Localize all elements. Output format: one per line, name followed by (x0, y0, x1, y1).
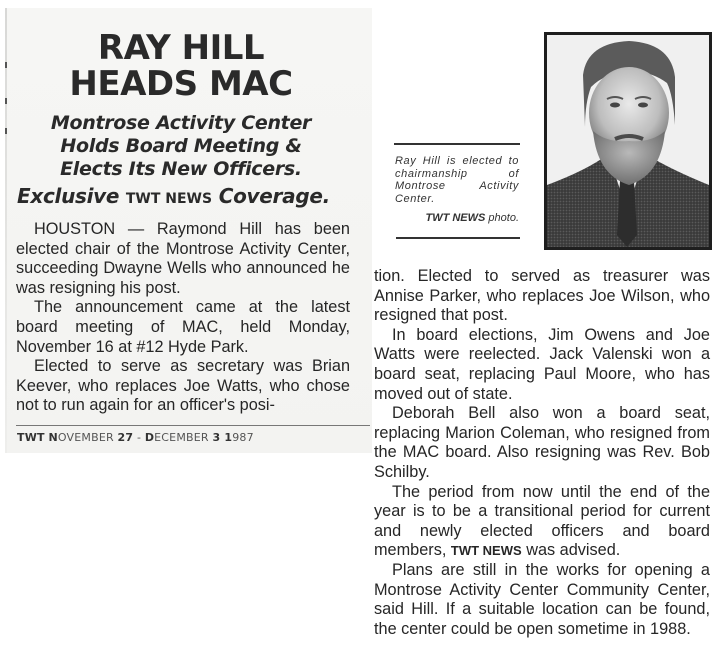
footer-date-part: 3 (212, 431, 221, 444)
article-column-left (16, 220, 350, 416)
caption-rule-bottom (396, 237, 520, 239)
footer-date-part: 987 (232, 431, 254, 444)
exclusive-coverage-line (17, 184, 330, 208)
photo-credit (395, 212, 519, 224)
footer-date-part: N (48, 431, 58, 444)
footer-publication: TWT (17, 431, 45, 444)
paragraph: HOUSTON — Raymond Hill has been elected chair of the Montrose Activity Center, succeeding Dwayne Wells who announced he was resigning his post. (16, 220, 350, 297)
subheadline (0, 112, 362, 181)
exclusive-prefix: Exclusive (17, 184, 126, 208)
twt-news-brand: TWT NEWS (450, 543, 522, 559)
paragraph: In board elections, Jim Owens and Joe Watts were reelected. Jack Valenski won a board seat, replacing Paul Moore, who has moved out of state. (374, 325, 710, 403)
caption-rule-top (394, 143, 520, 145)
footer-divider (16, 425, 370, 426)
photo-credit-brand: TWT NEWS (425, 212, 486, 224)
paragraph: The announcement came at the latest board meeting of MAC, held Monday, November 16 at #12 Hyde Park. (16, 298, 350, 356)
subheadline-line-2: Holds Board Meeting & (60, 135, 302, 157)
article-column-right (374, 267, 710, 639)
footer-date-part: 27 (117, 431, 134, 444)
portrait-image (547, 35, 709, 247)
paragraph: Plans are still in the works for opening a Montrose Activity Center Community Center, said Hill. If a suitable location can be found, the center could be open sometime in 1988. (374, 560, 710, 638)
photo-credit-suffix: photo. (485, 212, 519, 224)
paragraph: Elected to serve as secretary was Brian Keever, who replaces Joe Watts, who chose not to run again for an officer's posi- (16, 357, 350, 415)
footer-date-part: - (133, 431, 145, 444)
headline-line-2: HEADS MAC (69, 64, 293, 104)
footer-date-part: ECEMBER (154, 431, 213, 444)
headline (0, 30, 362, 102)
paragraph-text: was advised. (521, 541, 621, 560)
twt-news-brand: TWT NEWS (125, 191, 213, 207)
photo-caption: Ray Hill is elected to chairmanship of Montrose Activity Center. (395, 155, 519, 205)
portrait-photo (544, 32, 712, 250)
footer-date-part: D (144, 431, 155, 444)
paragraph-continuation: tion. Elected to served as treasurer was Annise Parker, who replaces Joe Wilson, who resigned that post. (374, 267, 710, 325)
paragraph: Deborah Bell also won a board seat, replacing Marion Coleman, who resigned from the MAC board. Also resigning was Rev. Bob Schilby. (374, 404, 710, 481)
page-footer (17, 431, 254, 444)
exclusive-suffix: Coverage. (212, 184, 330, 208)
headline-line-1: RAY HILL (97, 28, 265, 68)
footer-date-part: 1 (220, 431, 233, 444)
paragraph-text: The period from now until the end of the year is to be a transitional period for current and newly elected officers and board members, (374, 482, 710, 560)
paragraph (374, 483, 710, 561)
subheadline-line-3: Elects Its New Officers. (60, 158, 302, 180)
subheadline-line-1: Montrose Activity Center (50, 112, 312, 134)
footer-date-part: OVEMBER (57, 431, 118, 444)
